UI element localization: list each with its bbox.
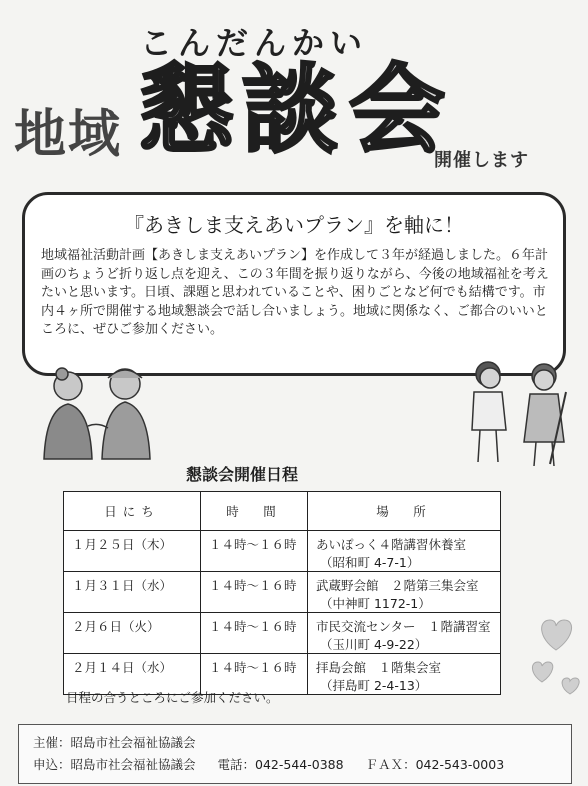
organizer-name: 昭島市社会福祉協議会	[70, 735, 196, 750]
cell-date: ２月６日（火）	[64, 613, 201, 654]
cell-place	[308, 531, 501, 572]
tel-label: 電話：	[217, 757, 256, 772]
title-char-kon: 懇	[139, 54, 235, 166]
footer-box	[18, 724, 572, 784]
heart-icon	[528, 612, 584, 702]
place-name: 市民交流センター １階講習室	[316, 619, 491, 634]
women-chatting-illustration	[458, 352, 578, 472]
footer-organizer-row	[33, 733, 196, 751]
tel-number: 042-544-0388	[255, 757, 344, 772]
place-address: （中神町 1172-1）	[320, 596, 431, 611]
place-name: 拝島会館 １階集会室	[316, 660, 442, 675]
fax-number: 042-543-0003	[415, 757, 505, 772]
table-row	[64, 572, 501, 613]
cell-place	[308, 613, 501, 654]
cell-date: １月２５日（木）	[64, 531, 201, 572]
speech-bubble	[22, 192, 566, 376]
col-header-place: 場 所	[308, 492, 501, 531]
title-chiiki: 地域	[14, 105, 123, 165]
fax-label: ＦＡＸ：	[365, 757, 416, 772]
cell-time: １４時～１６時	[201, 654, 308, 695]
cell-time: １４時～１６時	[201, 531, 308, 572]
place-name: 武蔵野会館 ２階第三集会室	[316, 578, 479, 593]
cell-date: １月３１日（水）	[64, 572, 201, 613]
table-header-row	[64, 492, 501, 531]
title-char-kai: 会	[349, 54, 445, 166]
apply-name: 昭島市社会福祉協議会	[70, 757, 196, 772]
table-row	[64, 531, 501, 572]
cell-place	[308, 654, 501, 695]
bubble-headline: 『あきしま支えあいプラン』を軸に！	[124, 213, 464, 237]
schedule-note: 日程の合うところにご参加ください。	[66, 690, 279, 705]
title-char-dan: 談	[242, 54, 338, 166]
cell-date: ２月１４日（水）	[64, 654, 201, 695]
schedule-title: 懇談会開催日程	[186, 465, 299, 484]
schedule-table	[63, 491, 501, 695]
place-name: あいぽっく４階講習休養室	[316, 537, 467, 552]
title-subtitle: 開催します	[434, 150, 529, 171]
place-address: （玉川町 4-9-22）	[320, 637, 428, 652]
organizer-label: 主催：	[33, 735, 71, 750]
title-ruby: こんだんかい	[140, 24, 369, 62]
elderly-women-illustration	[30, 364, 160, 464]
cell-time: １４時～１６時	[201, 572, 308, 613]
apply-label: 申込：	[33, 757, 71, 772]
footer-apply-row	[33, 755, 504, 773]
cell-time: １４時～１６時	[201, 613, 308, 654]
title-row	[14, 54, 584, 182]
place-address: （昭和町 4-7-1）	[320, 555, 420, 570]
col-header-date: 日にち	[64, 492, 201, 531]
table-row	[64, 613, 501, 654]
cell-place	[308, 572, 501, 613]
place-address: （拝島町 2-4-13）	[320, 678, 428, 693]
bubble-body-text: 地域福祉活動計画【あきしま支えあいプラン】を作成して３年が経過しました。６年計画のちょうど折り返し点を迎え、この３年間を振り返りながら、今後の地域福祉を考えたいと思います。日頃、課題と思われていることや、困りごとなど何でも結構です。市内４ヶ所で開催する地域懇談会で話し合いましょう。地域に関係なく、ご都合のいいところに、ぜひご参加ください。	[41, 248, 549, 337]
col-header-time: 時 間	[201, 492, 308, 531]
